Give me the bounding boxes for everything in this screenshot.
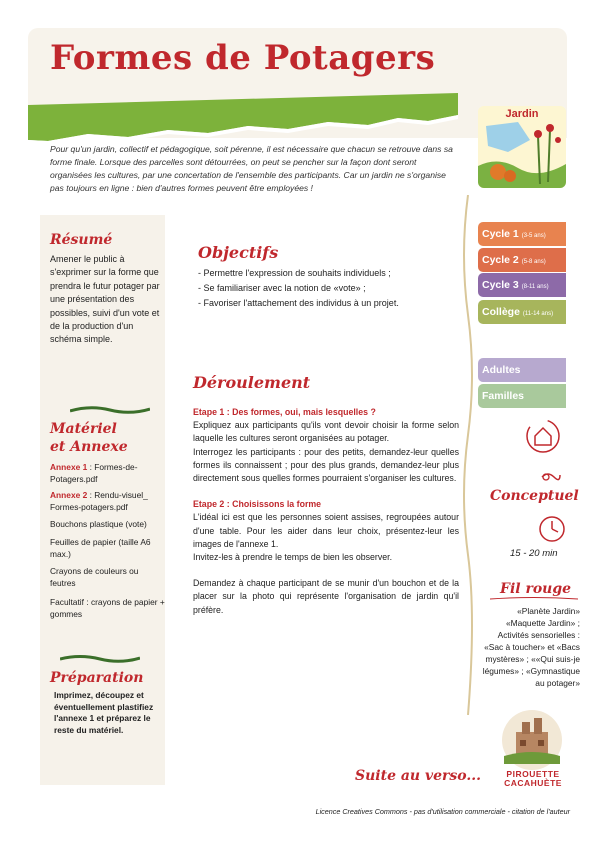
tab-label: Cycle 1 <box>482 228 519 240</box>
tab-college[interactable] <box>478 300 566 324</box>
suite-au-verso: Suite au verso... <box>355 768 481 784</box>
logo-text <box>488 770 578 788</box>
tab-cycle-1[interactable] <box>478 222 566 246</box>
tab-familles[interactable] <box>478 384 566 408</box>
step-2-paragraph: Invitez-les à prendre le temps de bien les observer. <box>193 552 393 563</box>
materiel-item: Crayons de couleurs ou feutres <box>50 566 139 588</box>
tab-age: (8-11 ans) <box>521 284 549 290</box>
fil-rouge-heading: Fil rouge <box>500 581 572 597</box>
step-1-title: Etape 1 : Des formes, oui, mais lesquelles ? <box>193 407 376 417</box>
materiel-item: Feuilles de papier (taille A6 max.) <box>50 537 151 559</box>
step-1-paragraph: Expliquez aux participants qu'ils vont devoir choisir la forme selon laquelle les cultures seront organisées au potager. <box>193 420 459 444</box>
annexe-2 <box>50 490 165 513</box>
deroulement-heading: Déroulement <box>193 373 311 392</box>
clock-icon <box>537 514 567 544</box>
annexe-2-file: : Rendu-visuel_ Formes-potagers.pdf <box>50 490 148 512</box>
materiel-heading-line1: Matériel <box>50 421 117 437</box>
materiel-item: Bouchons plastique (vote) <box>50 519 147 529</box>
tab-age: (3-5 ans) <box>521 233 546 239</box>
annexe-2-label: Annexe 2 <box>50 490 88 500</box>
fil-rouge-text: «Planète Jardin» «Maquette Jardin» ; Activités sensorielles : «Sac à toucher» et «Bacs mystères» ; ««Qui suis-je légumes» ; «Gymnastique au potager» <box>482 606 580 688</box>
objectif-item: - Se familiariser avec la notion de «vote» ; <box>198 283 366 293</box>
tab-label: Collège <box>482 306 520 318</box>
vine-decoration <box>458 195 478 715</box>
annexe-1-label: Annexe 1 <box>50 462 88 472</box>
house-icon <box>525 418 561 454</box>
resume-heading: Résumé <box>50 232 113 248</box>
duration-text: 15 - 20 min <box>510 548 558 559</box>
header-green-strip <box>28 85 458 145</box>
tab-adultes[interactable] <box>478 358 566 382</box>
resume-text: Amener le public à s'exprimer sur la forme que prendra le futur potager par une présentation des possibles, suivi d'un vote et de la production d'un schéma simple. <box>50 254 160 345</box>
tab-age: (11-14 ans) <box>522 311 554 317</box>
tab-label: Cycle 2 <box>482 254 519 266</box>
divider-squiggle <box>70 405 150 415</box>
annexe-1 <box>50 462 165 485</box>
logo-text-line2: CACAHUÈTE <box>504 778 562 788</box>
step-2-paragraph: Demandez à chaque participant de se munir d'un bouchon et de la placer sur la photo qui représente l'organisation de jardin qu'il préfère. <box>193 578 459 615</box>
objectifs-list <box>198 266 458 311</box>
step-1-paragraph: Interrogez les participants : pour des petits, demandez-leur quelles formes ils connaissent ; pour des plus grands, demandez-leur plus directement sous quelles formes pourraient s'organiser les cultures. <box>193 446 459 484</box>
objectifs-heading: Objectifs <box>198 243 279 262</box>
step-2-paragraph: L'idéal ici est que les personnes soient assises, regroupées autour d'une table. Pour les aider dans leur choix, présentez-leur les images de l'annexe 1. <box>193 512 459 549</box>
tab-label: Cycle 3 <box>482 279 519 291</box>
jardin-badge <box>478 106 566 188</box>
jardin-label: Jardin <box>505 108 539 120</box>
logo-text-line1: PIROUETTE <box>506 769 560 779</box>
licence-text: Licence Creatives Commons - pas d'utilisation commerciale - citation de l'auteur <box>315 807 570 816</box>
tab-cycle-2[interactable] <box>478 248 566 272</box>
conceptuel-label: Conceptuel <box>490 488 579 504</box>
materiel-item: Facultatif : crayons de papier + gommes <box>50 597 165 619</box>
annexe-1-file: : Formes-de-Potagers.pdf <box>50 462 138 484</box>
deroulement-body <box>193 406 459 617</box>
materiel-heading <box>50 420 128 456</box>
step-2-title: Etape 2 : Choisissons la forme <box>193 499 322 510</box>
tab-label: Adultes <box>482 364 521 376</box>
arrow-icon <box>540 470 562 484</box>
materiel-heading-line2: et Annexe <box>50 439 128 455</box>
tab-cycle-3[interactable] <box>478 273 566 297</box>
divider-squiggle <box>60 654 140 664</box>
tab-label: Familles <box>482 390 525 402</box>
tab-age: (5-8 ans) <box>521 259 546 265</box>
objectif-item: - Favoriser l'attachement des individus à un projet. <box>198 298 399 308</box>
objectif-item: - Permettre l'expression de souhaits individuels ; <box>198 268 391 278</box>
preparation-text: Imprimez, découpez et éventuellement plastifiez l'annexe 1 et préparez le reste du matériel. <box>54 690 154 735</box>
page-title: Formes de Potagers <box>50 38 436 78</box>
intro-text: Pour qu'un jardin, collectif et pédagogique, soit pérenne, il est nécessaire que chacun se retrouve dans sa forme finale. Lorsque des parcelles sont détourrées, on peut se pencher sur la façon dont seront organisées les cultures, par une concertation de l'ensemble des participants. Car un jardin ne s'organise pas toujours en ligne : bien d'autres formes peuvent être employées ! <box>50 144 453 193</box>
preparation-heading: Préparation <box>50 670 144 686</box>
fil-rouge-underline <box>490 596 578 602</box>
